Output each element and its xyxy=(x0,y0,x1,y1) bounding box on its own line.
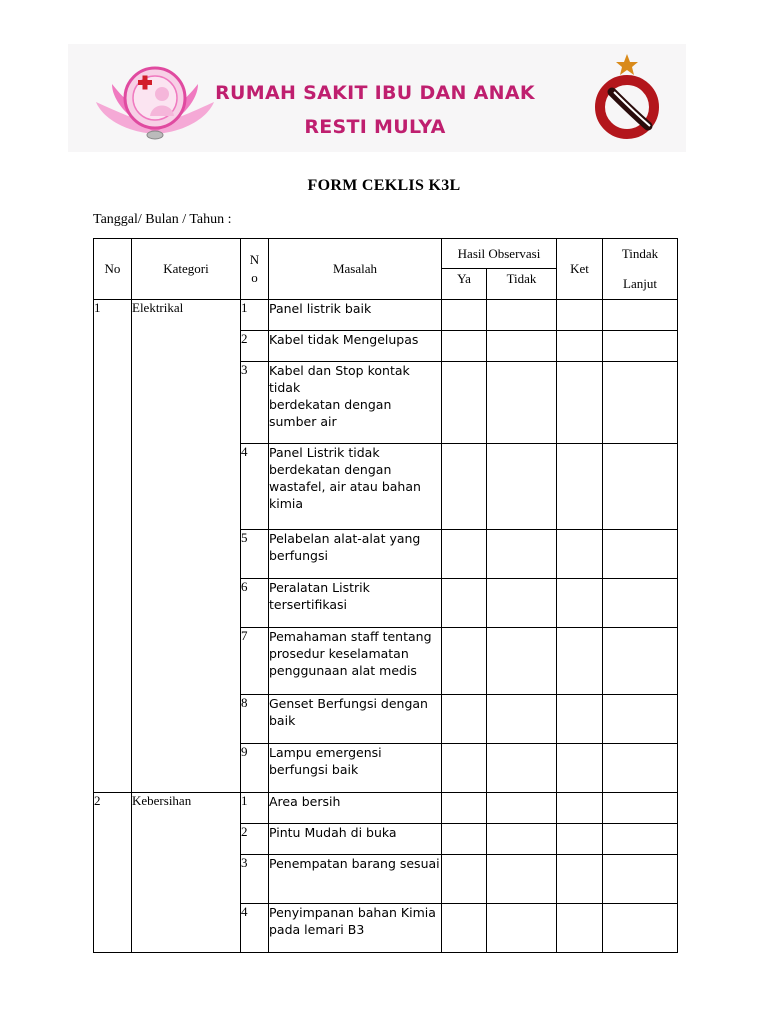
ket-cell[interactable] xyxy=(557,824,603,855)
group-category xyxy=(132,904,241,953)
table-row xyxy=(94,300,678,331)
tidak-checkbox-cell[interactable] xyxy=(487,855,557,904)
header-ya: Ya xyxy=(442,269,487,300)
item-masalah: Genset Berfungsi dengan baik xyxy=(269,695,442,744)
item-masalah: Panel Listrik tidak berdekatan dengan wastafel, air atau bahan kimia xyxy=(269,444,442,530)
checklist-body xyxy=(94,300,678,953)
group-category xyxy=(132,362,241,444)
hospital-name-line2: RESTI MULYA xyxy=(304,116,446,138)
table-row xyxy=(94,695,678,744)
tidak-checkbox-cell[interactable] xyxy=(487,628,557,695)
table-row xyxy=(94,824,678,855)
ya-checkbox-cell[interactable] xyxy=(442,695,487,744)
header-no: No xyxy=(94,239,132,300)
table-row xyxy=(94,904,678,953)
checklist-table xyxy=(93,238,678,953)
ya-checkbox-cell[interactable] xyxy=(442,331,487,362)
table-row xyxy=(94,444,678,530)
group-number xyxy=(94,744,132,793)
tidak-checkbox-cell[interactable] xyxy=(487,362,557,444)
item-masalah: Area bersih xyxy=(269,793,442,824)
item-masalah: Penempatan barang sesuai xyxy=(269,855,442,904)
item-number: 1 xyxy=(241,300,269,331)
group-number xyxy=(94,362,132,444)
header-masalah: Masalah xyxy=(269,239,442,300)
group-number xyxy=(94,904,132,953)
header-kategori: Kategori xyxy=(132,239,241,300)
group-number xyxy=(94,824,132,855)
tidak-checkbox-cell[interactable] xyxy=(487,579,557,628)
tidak-checkbox-cell[interactable] xyxy=(487,824,557,855)
ket-cell[interactable] xyxy=(557,300,603,331)
tidak-checkbox-cell[interactable] xyxy=(487,530,557,579)
header-tindak-lanjut xyxy=(603,239,678,300)
item-masalah: Panel listrik baik xyxy=(269,300,442,331)
item-masalah: Kabel tidak Mengelupas xyxy=(269,331,442,362)
tindak-lanjut-cell[interactable] xyxy=(603,362,678,444)
item-masalah: Kabel dan Stop kontak tidak berdekatan dengan sumber air xyxy=(269,362,442,444)
ket-cell[interactable] xyxy=(557,362,603,444)
table-row xyxy=(94,530,678,579)
tindak-lanjut-cell[interactable] xyxy=(603,793,678,824)
tidak-checkbox-cell[interactable] xyxy=(487,444,557,530)
date-label: Tanggal/ Bulan / Tahun : xyxy=(93,212,232,227)
group-category xyxy=(132,695,241,744)
group-category: Kebersihan xyxy=(132,793,241,824)
item-number: 4 xyxy=(241,444,269,530)
ya-checkbox-cell[interactable] xyxy=(442,904,487,953)
table-row xyxy=(94,855,678,904)
tidak-checkbox-cell[interactable] xyxy=(487,904,557,953)
table-row xyxy=(94,331,678,362)
ya-checkbox-cell[interactable] xyxy=(442,362,487,444)
item-masalah: Pelabelan alat-alat yang berfungsi xyxy=(269,530,442,579)
tidak-checkbox-cell[interactable] xyxy=(487,695,557,744)
group-category xyxy=(132,744,241,793)
tindak-lanjut-cell[interactable] xyxy=(603,300,678,331)
tindak-lanjut-cell[interactable] xyxy=(603,628,678,695)
group-number xyxy=(94,695,132,744)
item-masalah: Lampu emergensi berfungsi baik xyxy=(269,744,442,793)
tindak-lanjut-cell[interactable] xyxy=(603,744,678,793)
group-number xyxy=(94,530,132,579)
ket-cell[interactable] xyxy=(557,530,603,579)
item-number: 2 xyxy=(241,824,269,855)
tindak-lanjut-cell[interactable] xyxy=(603,579,678,628)
table-row xyxy=(94,579,678,628)
ket-cell[interactable] xyxy=(557,444,603,530)
tindak-lanjut-cell[interactable] xyxy=(603,904,678,953)
ket-cell[interactable] xyxy=(557,579,603,628)
hospital-banner xyxy=(68,44,686,152)
ya-checkbox-cell[interactable] xyxy=(442,824,487,855)
item-number: 9 xyxy=(241,744,269,793)
tindak-lanjut-cell[interactable] xyxy=(603,695,678,744)
ket-cell[interactable] xyxy=(557,793,603,824)
group-number xyxy=(94,855,132,904)
group-category xyxy=(132,444,241,530)
group-number: 1 xyxy=(94,300,132,331)
item-number: 7 xyxy=(241,628,269,695)
header-no-sub-line2: o xyxy=(251,270,258,285)
group-category xyxy=(132,628,241,695)
group-category xyxy=(132,824,241,855)
tindak-lanjut-cell[interactable] xyxy=(603,824,678,855)
form-title: FORM CEKLIS K3L xyxy=(307,177,461,194)
ya-checkbox-cell[interactable] xyxy=(442,579,487,628)
ket-cell[interactable] xyxy=(557,695,603,744)
tidak-checkbox-cell[interactable] xyxy=(487,331,557,362)
ya-checkbox-cell[interactable] xyxy=(442,744,487,793)
ya-checkbox-cell[interactable] xyxy=(442,628,487,695)
item-masalah: Pintu Mudah di buka xyxy=(269,824,442,855)
table-row xyxy=(94,362,678,444)
item-masalah: Peralatan Listrik tersertifikasi xyxy=(269,579,442,628)
ya-checkbox-cell[interactable] xyxy=(442,855,487,904)
ya-checkbox-cell[interactable] xyxy=(442,444,487,530)
item-masalah: Penyimpanan bahan Kimia pada lemari B3 xyxy=(269,904,442,953)
group-category xyxy=(132,855,241,904)
item-number: 4 xyxy=(241,904,269,953)
ket-cell[interactable] xyxy=(557,855,603,904)
item-number: 2 xyxy=(241,331,269,362)
item-number: 6 xyxy=(241,579,269,628)
item-number: 5 xyxy=(241,530,269,579)
group-number xyxy=(94,331,132,362)
table-row xyxy=(94,793,678,824)
group-category xyxy=(132,331,241,362)
hospital-emblem-icon xyxy=(592,52,662,142)
tidak-checkbox-cell[interactable] xyxy=(487,300,557,331)
ket-cell[interactable] xyxy=(557,628,603,695)
ket-cell[interactable] xyxy=(557,904,603,953)
group-category xyxy=(132,530,241,579)
group-number: 2 xyxy=(94,793,132,824)
ya-checkbox-cell[interactable] xyxy=(442,530,487,579)
item-masalah: Pemahaman staff tentang prosedur keselamatan penggunaan alat medis xyxy=(269,628,442,695)
header-hasil-observasi: Hasil Observasi xyxy=(442,239,557,269)
group-number xyxy=(94,628,132,695)
header-no-sub-line1: N xyxy=(249,252,260,267)
header-ket: Ket xyxy=(557,239,603,300)
ya-checkbox-cell[interactable] xyxy=(442,793,487,824)
ket-cell[interactable] xyxy=(557,331,603,362)
tindak-lanjut-cell[interactable] xyxy=(603,530,678,579)
group-number xyxy=(94,579,132,628)
ya-checkbox-cell[interactable] xyxy=(442,300,487,331)
header-tindak-line2: Lanjut xyxy=(623,276,657,291)
tidak-checkbox-cell[interactable] xyxy=(487,793,557,824)
group-number xyxy=(94,444,132,530)
hospital-name-line1: RUMAH SAKIT IBU DAN ANAK xyxy=(215,82,535,104)
ket-cell[interactable] xyxy=(557,744,603,793)
tindak-lanjut-cell[interactable] xyxy=(603,331,678,362)
tidak-checkbox-cell[interactable] xyxy=(487,744,557,793)
header-tidak: Tidak xyxy=(487,269,557,300)
item-number: 3 xyxy=(241,855,269,904)
header-no-sub xyxy=(241,239,269,300)
tindak-lanjut-cell[interactable] xyxy=(603,444,678,530)
tindak-lanjut-cell[interactable] xyxy=(603,855,678,904)
item-number: 8 xyxy=(241,695,269,744)
group-category xyxy=(132,579,241,628)
item-number: 3 xyxy=(241,362,269,444)
group-category: Elektrikal xyxy=(132,300,241,331)
table-row xyxy=(94,628,678,695)
header-tindak-line1: Tindak xyxy=(621,246,659,261)
table-row xyxy=(94,744,678,793)
item-number: 1 xyxy=(241,793,269,824)
